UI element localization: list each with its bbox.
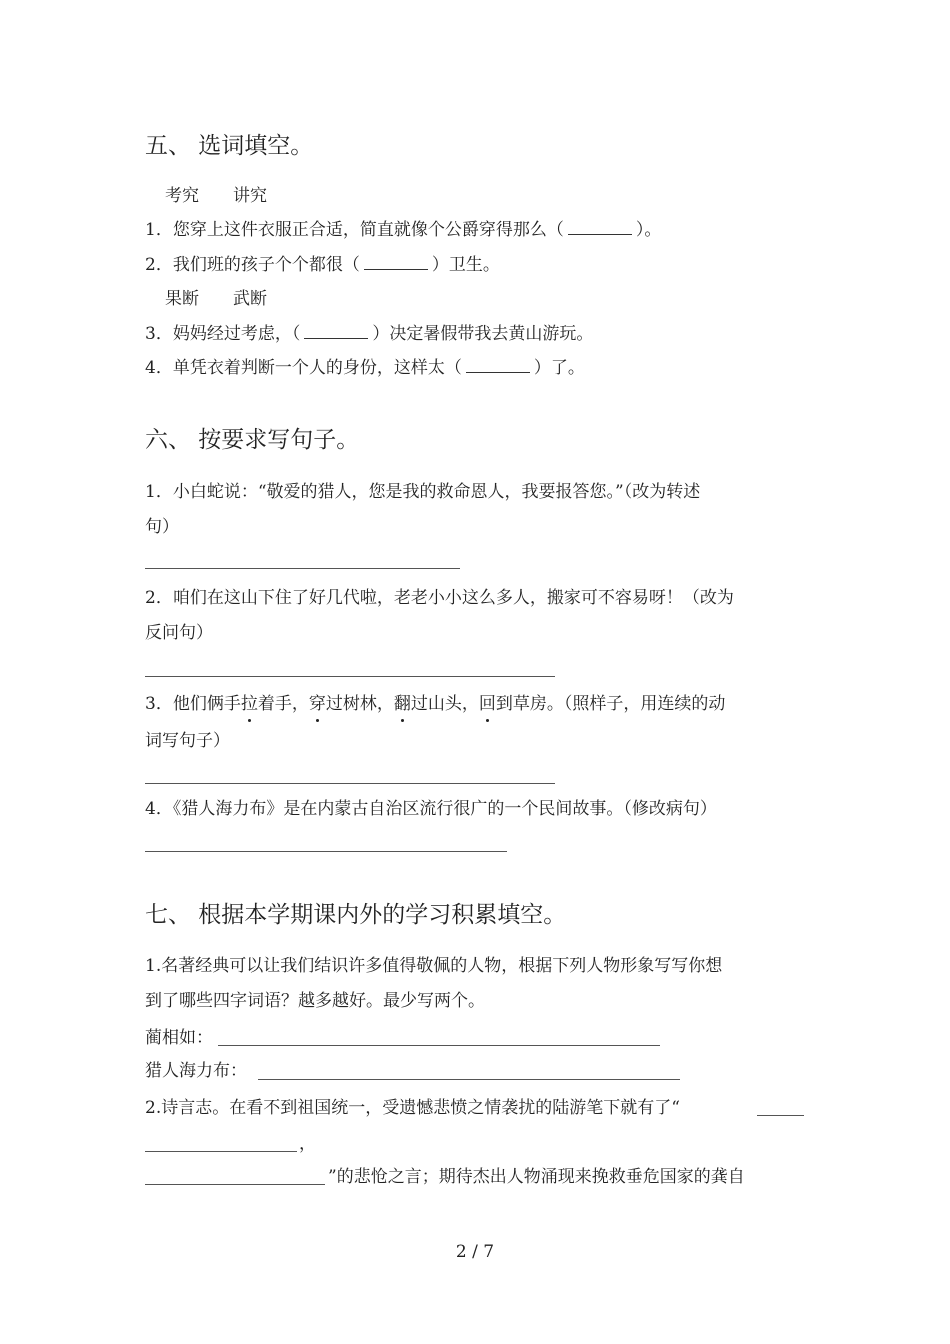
answer-line-6-1[interactable]	[145, 568, 460, 569]
question-text: 2．我们班的孩子个个都很（	[145, 255, 360, 275]
answer-line-6-3[interactable]	[145, 783, 555, 784]
question-6-3-line1	[145, 693, 725, 715]
answer-blank[interactable]	[466, 358, 530, 373]
question-text: 过山头，	[410, 694, 479, 714]
question-6-3-line2: 词写句子）	[145, 731, 230, 751]
emphasis-dot-char: 翻	[393, 694, 411, 714]
answer-line-lin-xiangru[interactable]	[218, 1045, 660, 1046]
word-choice-2: 果断 武断	[165, 289, 267, 309]
question-text: 4．单凭衣着判断一个人的身份，这样太（	[145, 358, 462, 378]
answer-line-hunter-hailibu[interactable]	[258, 1079, 680, 1080]
question-text: ）决定暑假带我去黄山游玩。	[372, 324, 594, 344]
page-number: 2 / 7	[455, 1242, 495, 1262]
section-5-title: 五、 选词填空。	[145, 133, 314, 159]
label-hunter-hailibu: 猎人海力布：	[145, 1061, 247, 1081]
question-text: 3．他们俩手	[145, 694, 241, 714]
question-5-3	[145, 323, 593, 345]
emphasis-dot-char: 回	[478, 694, 496, 714]
question-text: ）卫生。	[431, 255, 500, 275]
question-7-2-line1: 2.诗言志。在看不到祖国统一，受遗憾悲愤之情袭扰的陆游笔下就有了“	[145, 1098, 680, 1118]
section-7-title: 七、 根据本学期课内外的学习积累填空。	[145, 902, 567, 928]
answer-blank[interactable]	[568, 220, 632, 235]
word-choice-1: 考究 讲究	[165, 186, 267, 206]
question-text: ）了。	[533, 358, 585, 378]
answer-blank[interactable]	[364, 255, 428, 270]
question-6-4: 4．《猎人海力布》是在内蒙古自治区流行很广的一个民间故事。（修改病句）	[145, 799, 717, 819]
answer-blank[interactable]	[304, 324, 368, 339]
question-6-1-line1: 1．小白蛇说：“敬爱的猎人，您是我的救命恩人，我要报答您。”（改为转述	[145, 482, 701, 502]
answer-line-6-4[interactable]	[145, 851, 507, 852]
question-6-2-line1: 2．咱们在这山下住了好几代啦，老老小小这么多人，搬家可不容易呀！（改为	[145, 588, 734, 608]
answer-line-7-2c[interactable]	[145, 1184, 325, 1185]
emphasis-dot-char: 拉	[240, 694, 258, 714]
question-5-1	[145, 219, 661, 241]
question-5-4	[145, 357, 585, 379]
question-7-2-comma: ，	[299, 1134, 316, 1154]
answer-line-7-2a[interactable]	[757, 1115, 804, 1116]
question-text: 着手，	[257, 694, 309, 714]
question-6-1-line2: 句）	[145, 517, 179, 537]
section-6-title: 六、 按要求写句子。	[145, 427, 360, 453]
question-7-1-line2: 到了哪些四字词语？越多越好。最少写两个。	[145, 991, 485, 1011]
question-7-2-line3: ”的悲怆之言；期待杰出人物涌现来挽救垂危国家的龚自	[328, 1167, 745, 1187]
answer-line-7-2b[interactable]	[145, 1151, 297, 1152]
question-text: 1．您穿上这件衣服正合适，简直就像个公爵穿得那么（	[145, 220, 564, 240]
question-6-2-line2: 反问句）	[145, 623, 213, 643]
question-5-2	[145, 254, 500, 276]
answer-line-6-2[interactable]	[145, 676, 555, 677]
question-text: ）。	[635, 220, 662, 240]
question-text: 过树林，	[325, 694, 394, 714]
label-lin-xiangru: 蔺相如：	[145, 1028, 213, 1048]
question-7-1-line1: 1.名著经典可以让我们结识许多值得敬佩的人物，根据下列人物形象写写你想	[145, 956, 723, 976]
emphasis-dot-char: 穿	[308, 694, 326, 714]
question-text: 到草房。（照样子，用连续的动	[495, 694, 726, 714]
question-text: 3．妈妈经过考虑，（	[145, 324, 301, 344]
